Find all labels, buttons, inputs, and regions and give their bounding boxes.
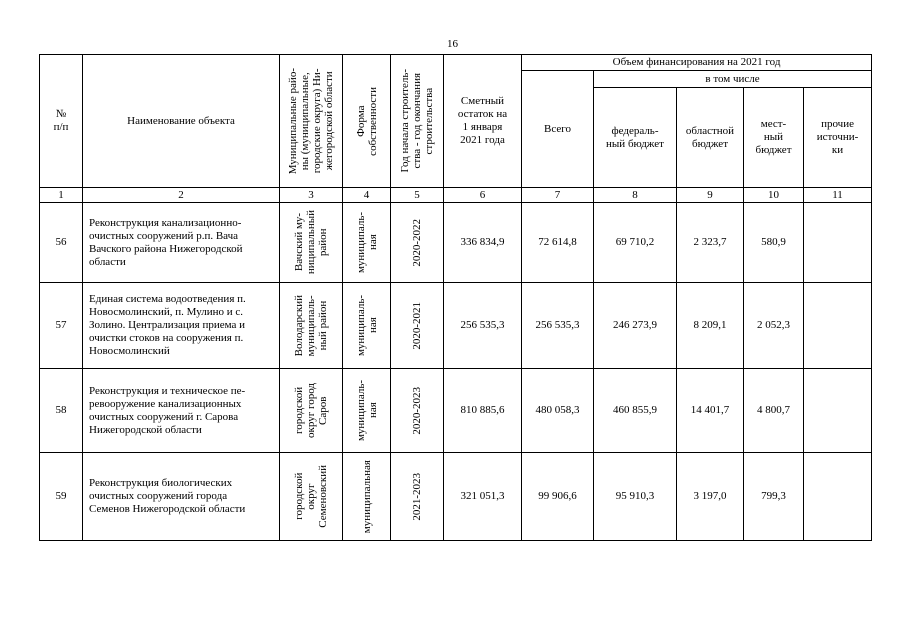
column-number: 8 [594, 188, 677, 203]
district-text: городской округ Семеновский [293, 465, 329, 528]
years-text: 2020-2023 [411, 386, 423, 435]
header-funding-group: Объем финансирования на 2021 год [522, 55, 872, 71]
header-local: мест- ный бюджет [744, 88, 804, 188]
total-value: 480 058,3 [522, 369, 594, 453]
district-cell [280, 453, 343, 541]
header-federal: федераль- ный бюджет [594, 88, 677, 188]
header-ownership-text: Форма собственности [354, 86, 379, 156]
header-total: Всего [522, 71, 594, 188]
federal-value: 95 910,3 [594, 453, 677, 541]
years-cell [391, 453, 444, 541]
header-district-text: Муниципальные райо- ны (муниципальные, городские округа) Ни- жегородской области [287, 67, 335, 175]
table-row [40, 453, 872, 541]
estimate-value: 321 051,3 [444, 453, 522, 541]
estimate-value: 336 834,9 [444, 203, 522, 283]
column-number: 2 [83, 188, 280, 203]
object-name: Реконструкция и техническое пе- ревооружение канализационных очистных сооружений г. Сарова Нижегородской области [83, 369, 280, 453]
table-row [40, 203, 872, 283]
ownership-cell [343, 203, 391, 283]
total-value: 72 614,8 [522, 203, 594, 283]
header-years-text: Год начала строитель- ства - год окончания строительства [399, 69, 435, 173]
row-number: 59 [40, 453, 83, 541]
other-value [804, 453, 872, 541]
header-years [391, 55, 444, 188]
column-number: 9 [677, 188, 744, 203]
estimate-value: 810 885,6 [444, 369, 522, 453]
header-estimate: Сметный остаток на 1 января 2021 года [444, 55, 522, 188]
district-text: городской округ город Саров [293, 383, 329, 438]
ownership-cell [343, 283, 391, 369]
ownership-cell [343, 453, 391, 541]
district-cell [280, 369, 343, 453]
page-number: 16 [447, 38, 458, 50]
federal-value: 460 855,9 [594, 369, 677, 453]
object-name: Реконструкция биологических очистных сооружений города Семенов Нижегородской области [83, 453, 280, 541]
district-cell [280, 283, 343, 369]
ownership-text: муниципаль- ная [354, 211, 379, 274]
header-other: прочие источни- ки [804, 88, 872, 188]
regional-value: 2 323,7 [677, 203, 744, 283]
table-row [40, 369, 872, 453]
column-number-row [40, 188, 872, 203]
estimate-value: 256 535,3 [444, 283, 522, 369]
years-text: 2021-2023 [411, 472, 423, 521]
header-number: № п/п [40, 55, 83, 188]
local-value: 2 052,3 [744, 283, 804, 369]
column-number: 11 [804, 188, 872, 203]
column-number: 1 [40, 188, 83, 203]
years-text: 2020-2022 [411, 218, 423, 267]
row-number: 57 [40, 283, 83, 369]
column-number: 7 [522, 188, 594, 203]
object-name: Единая система водоотведения п. Новосмолинский, п. Мулино и с. Золино. Централизация приема и очистки стоков на сооружения п. Новосмолинский [83, 283, 280, 369]
total-value: 99 906,6 [522, 453, 594, 541]
column-number: 3 [280, 188, 343, 203]
table-row [40, 283, 872, 369]
regional-value: 8 209,1 [677, 283, 744, 369]
local-value: 580,9 [744, 203, 804, 283]
column-number: 5 [391, 188, 444, 203]
header-district [280, 55, 343, 188]
other-value [804, 283, 872, 369]
district-cell [280, 203, 343, 283]
district-text: Володарский муниципаль- ный район [293, 294, 329, 357]
ownership-text: муниципаль- ная [354, 294, 379, 357]
local-value: 4 800,7 [744, 369, 804, 453]
local-value: 799,3 [744, 453, 804, 541]
total-value: 256 535,3 [522, 283, 594, 369]
header-regional: областной бюджет [677, 88, 744, 188]
other-value [804, 203, 872, 283]
column-number: 10 [744, 188, 804, 203]
column-number: 6 [444, 188, 522, 203]
regional-value: 14 401,7 [677, 369, 744, 453]
ownership-text: муниципаль- ная [354, 379, 379, 442]
row-number: 56 [40, 203, 83, 283]
federal-value: 69 710,2 [594, 203, 677, 283]
federal-value: 246 273,9 [594, 283, 677, 369]
header-object-name: Наименование объекта [83, 55, 280, 188]
district-text: Вачский му- ниципальный район [293, 210, 329, 275]
regional-value: 3 197,0 [677, 453, 744, 541]
years-cell [391, 283, 444, 369]
financing-table [39, 54, 872, 541]
column-number: 4 [343, 188, 391, 203]
years-cell [391, 369, 444, 453]
other-value [804, 369, 872, 453]
header-ownership [343, 55, 391, 188]
row-number: 58 [40, 369, 83, 453]
years-cell [391, 203, 444, 283]
years-text: 2020-2021 [411, 301, 423, 350]
header-including: в том числе [594, 71, 872, 88]
object-name: Реконструкция канализационно- очистных сооружений р.п. Вача Вачского района Нижегородской области [83, 203, 280, 283]
ownership-cell [343, 369, 391, 453]
ownership-text: муниципальная [360, 459, 373, 534]
